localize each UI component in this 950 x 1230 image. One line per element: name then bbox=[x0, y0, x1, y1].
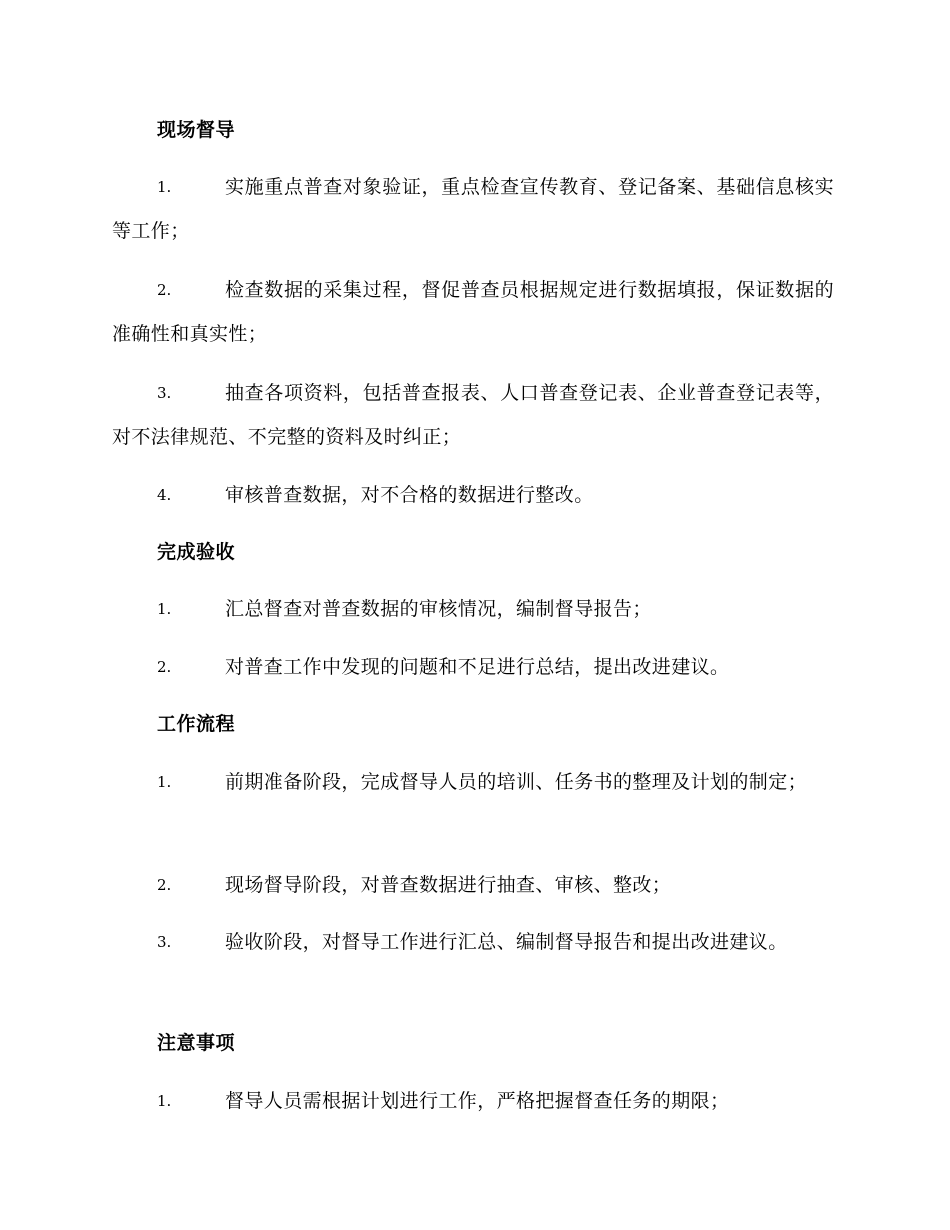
list-item bbox=[112, 597, 834, 631]
section-heading-workflow: 工作流程 bbox=[157, 713, 236, 735]
list-item-text: 汇总督查对普查数据的审核情况，编制督导报告； bbox=[225, 598, 652, 620]
list-item bbox=[112, 381, 834, 459]
list-item-number: 2. bbox=[157, 658, 172, 676]
list-item-text: 前期准备阶段，完成督导人员的培训、任务书的整理及计划的制定； bbox=[225, 771, 808, 793]
list-item-text: 审核普查数据，对不合格的数据进行整改。 bbox=[225, 484, 594, 506]
list-item bbox=[112, 873, 834, 907]
list-item bbox=[112, 483, 834, 517]
list-item-text: 验收阶段，对督导工作进行汇总、编制督导报告和提出改进建议。 bbox=[225, 931, 788, 953]
list-item-number: 1. bbox=[157, 1092, 172, 1110]
list-item bbox=[112, 1089, 834, 1123]
list-item-number: 1. bbox=[157, 773, 172, 791]
list-item-number: 4. bbox=[157, 486, 172, 504]
list-item bbox=[112, 175, 834, 253]
list-item bbox=[112, 770, 834, 804]
list-item-text: 督导人员需根据计划进行工作，严格把握督查任务的期限； bbox=[225, 1090, 730, 1112]
list-item-number: 1. bbox=[157, 178, 172, 196]
list-item-number: 2. bbox=[157, 876, 172, 894]
list-item-text: 实施重点普查对象验证，重点检查宣传教育、登记备案、基础信息核实等工作； bbox=[112, 176, 834, 242]
list-item bbox=[112, 930, 834, 964]
list-item-number: 3. bbox=[157, 933, 172, 951]
list-item bbox=[112, 278, 834, 356]
list-item bbox=[112, 655, 834, 689]
section-heading-notes: 注意事项 bbox=[157, 1032, 236, 1054]
list-item-number: 3. bbox=[157, 384, 172, 402]
list-item-number: 2. bbox=[157, 281, 172, 299]
list-item-text: 现场督导阶段，对普查数据进行抽查、审核、整改； bbox=[225, 874, 672, 896]
list-item-text: 抽查各项资料，包括普查报表、人口普查登记表、企业普查登记表等，对不法律规范、不完整的资料及时纠正； bbox=[112, 382, 834, 448]
section-heading-completion-acceptance: 完成验收 bbox=[157, 541, 236, 563]
list-item-text: 检查数据的采集过程，督促普查员根据规定进行数据填报，保证数据的准确性和真实性； bbox=[112, 279, 834, 345]
list-item-text: 对普查工作中发现的问题和不足进行总结，提出改进建议。 bbox=[225, 656, 730, 678]
list-item-number: 1. bbox=[157, 600, 172, 618]
section-heading-onsite-supervision: 现场督导 bbox=[157, 119, 236, 141]
